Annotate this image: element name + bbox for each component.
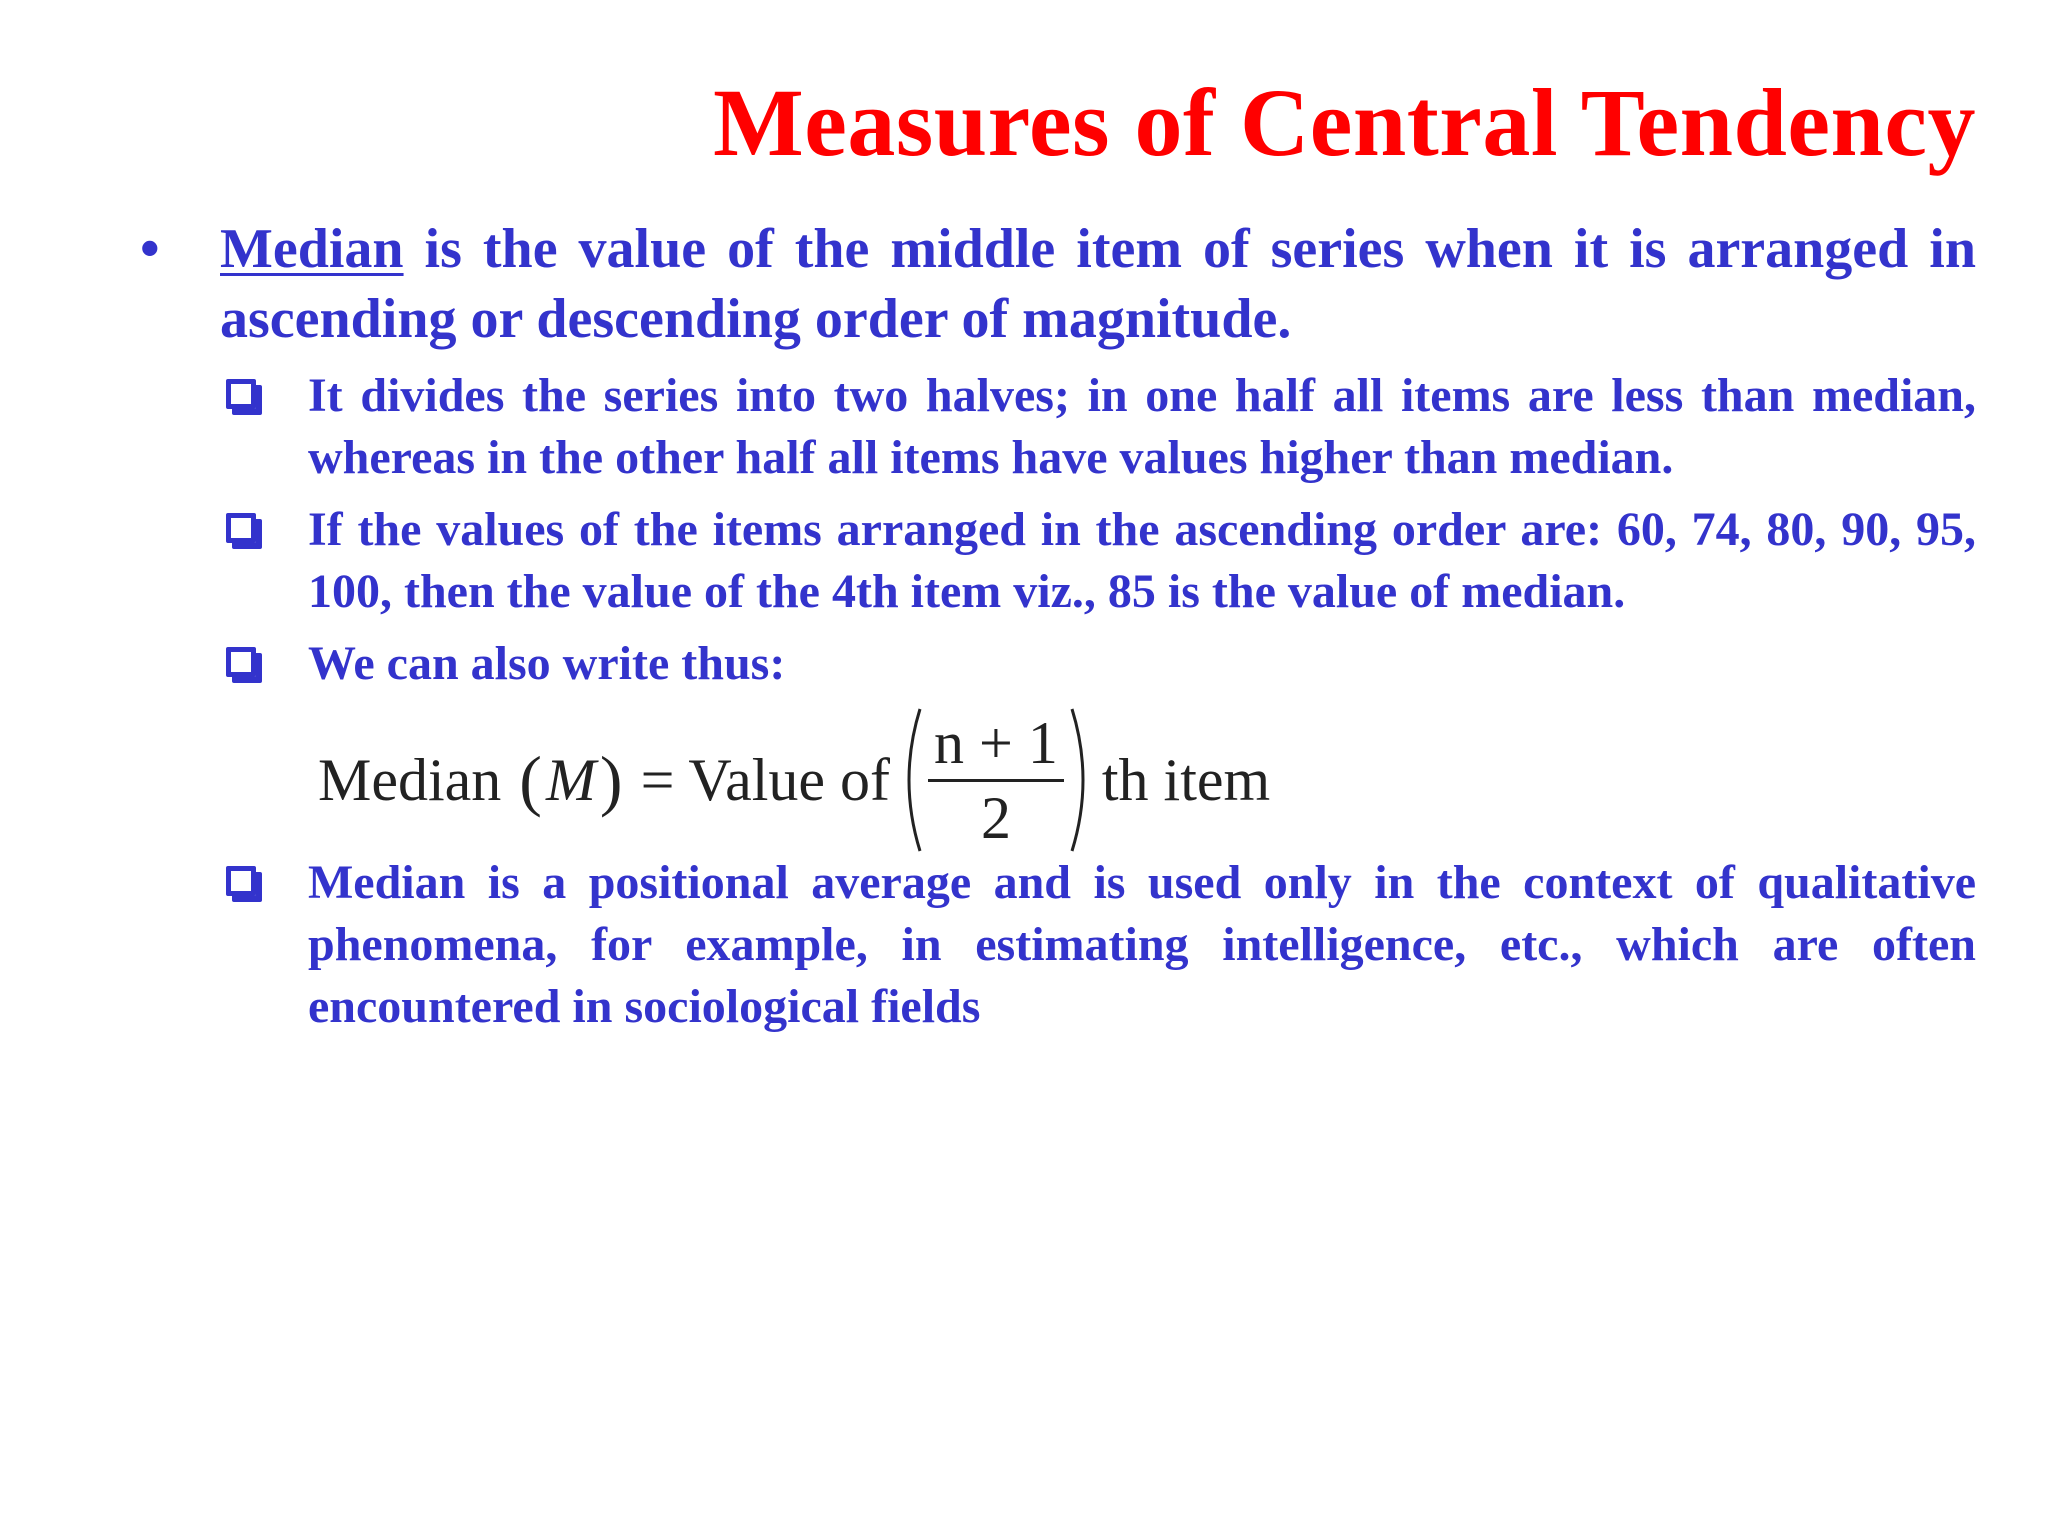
formula-th-item: th item [1101,746,1271,813]
formula-fraction [928,707,1064,854]
median-definition: is the value of the middle item of series when it is arranged in ascending or descending order of magnitude. [220,218,1976,350]
median-formula [318,700,1270,860]
sub-bullet-text: We can also write thus: [308,637,786,690]
hollow-square-checkbox-icon [226,379,256,409]
slide-title: Measures of Central Tendency [713,69,1976,176]
main-bullet [140,214,1976,354]
round-bullet-icon: • [140,218,160,280]
formula-median-word: Median [318,746,502,813]
sub-bullet-item [226,633,1976,695]
sub-bullet-item [226,852,1976,1038]
formula-value-of: Value of [688,746,891,813]
sub-bullet-text: It divides the series into two halves; in one half all items are less than median, whereas in the other half all items have values higher than median. [308,369,1976,484]
hollow-square-checkbox-icon [226,647,256,677]
formula-equals: = [640,746,675,813]
formula-denominator: 2 [980,784,1011,851]
sub-bullet-text: If the values of the items arranged in the ascending order are: 60, 74, 80, 90, 95, 100, then the value of the 4th item viz., 85 is the value of median. [308,503,1976,618]
main-bullet-text [220,214,1976,354]
hollow-square-checkbox-icon [226,513,256,543]
formula-open-paren: ( [519,741,542,818]
formula-close-paren: ) [599,741,623,818]
hollow-square-checkbox-icon [226,866,256,896]
sub-bullet-text: Median is a positional average and is used only in the context of qualitative phenomena, for example, in estimating intelligence, etc., which are often encountered in sociological fields [308,856,1976,1033]
formula-variable-m: M [545,746,596,813]
large-left-paren-icon [896,705,924,855]
sub-bullet-item [226,499,1976,623]
formula-fraction-group [896,705,1096,855]
large-right-paren-icon [1068,705,1096,855]
sub-bullet-item [226,365,1976,489]
median-term: Median [220,218,404,280]
formula-numerator: n + 1 [934,709,1058,776]
